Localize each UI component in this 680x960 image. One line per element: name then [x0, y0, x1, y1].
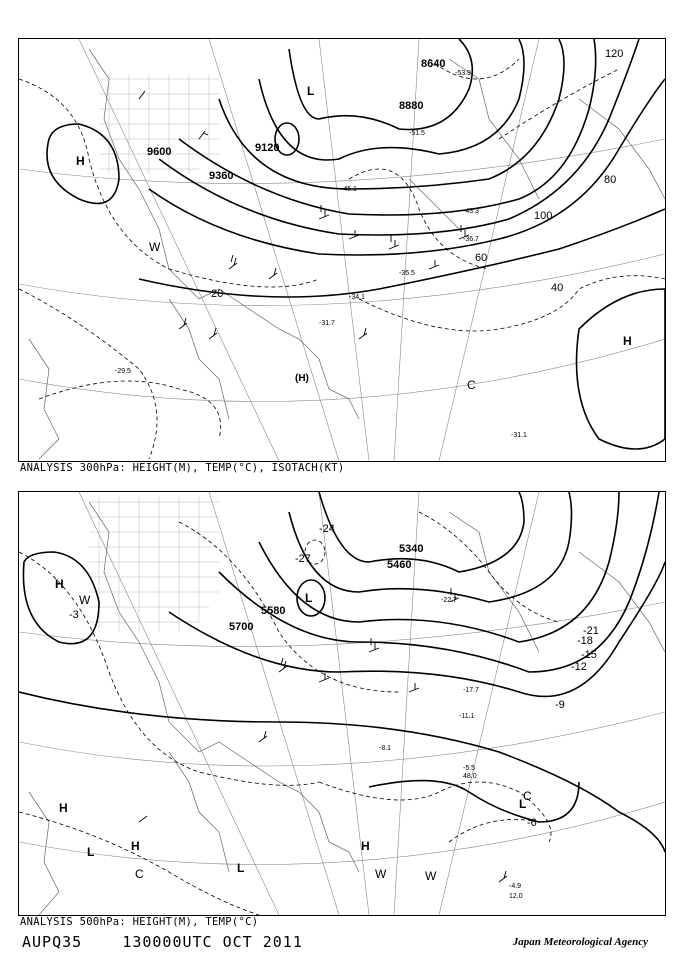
height-label-8880: 8880 [399, 100, 424, 112]
isotherm-label: -18 [577, 635, 593, 647]
temp-label: 48.0 [463, 773, 477, 780]
chart-code: AUPQ35 [22, 933, 83, 951]
coastlines [29, 502, 665, 915]
isotherm-label: -9 [555, 699, 565, 711]
temp-label: -4.9 [509, 883, 522, 890]
map-500hpa-canvas [19, 492, 665, 915]
low-center-label: L [307, 84, 315, 98]
isotherm-labels-500 [69, 523, 599, 829]
height-contours-300 [139, 39, 665, 297]
high-center-label: H [59, 801, 68, 815]
cold-center-label: C [467, 378, 476, 392]
isotach-label-40: 40 [551, 282, 564, 294]
high-center-label: H [623, 334, 632, 348]
temp-label: -34.1 [349, 294, 365, 301]
high-center-label: H [55, 577, 64, 591]
warm-center-label: W [375, 867, 387, 881]
low-center-label: L [87, 845, 95, 859]
valid-time: 130000UTC OCT 2011 [122, 933, 303, 951]
warm-center-label: W [79, 593, 91, 607]
temp-label: -5.5 [463, 765, 476, 772]
bottom-panel-caption: ANALYSIS 500hPa: HEIGHT(M), TEMP(°C) [20, 916, 259, 928]
temp-label: -36.7 [463, 236, 479, 243]
isotherm-label: -3 [69, 609, 79, 621]
low-center-label: L [519, 797, 527, 811]
height-labels-300 [147, 58, 445, 182]
isotach-label-80: 80 [604, 174, 617, 186]
isotherm-label: -6 [527, 817, 537, 829]
graticule [19, 492, 665, 915]
agency-credit: Japan Meteorological Agency [512, 936, 648, 948]
height-contours-500 [19, 492, 665, 852]
isotherm-label: -24 [319, 523, 335, 535]
temp-label: -22.7 [441, 597, 457, 604]
analysis-300hpa-map [18, 38, 666, 462]
top-panel-caption: ANALYSIS 300hPa: HEIGHT(M), TEMP(°C), ISOTACH(KT) [20, 462, 345, 474]
isotherm-label: -12 [571, 661, 587, 673]
height-label-9600: 9600 [147, 146, 172, 158]
temp-label: -53.9 [455, 70, 471, 77]
low-center-label: L [305, 591, 313, 605]
height-label-5580: 5580 [261, 605, 286, 617]
isotach-label-120: 120 [605, 48, 624, 60]
chart-identifier [22, 933, 303, 951]
warm-center-label: W [149, 240, 161, 254]
isotach-label-60: 60 [475, 252, 488, 264]
temp-label: -35.5 [399, 270, 415, 277]
temp-label: -45.1 [341, 186, 357, 193]
isotach-label-100: 100 [534, 210, 553, 222]
cold-center-label: C [523, 789, 532, 803]
isotherm-label: -21 [583, 625, 599, 637]
height-label-8640: 8640 [421, 58, 446, 70]
high-center-label: (H) [295, 373, 309, 384]
pressure-centers-300 [76, 84, 632, 392]
analysis-500hpa-map [18, 491, 666, 916]
coastlines [29, 49, 665, 459]
graticule [19, 39, 665, 461]
cold-center-label: C [135, 867, 144, 881]
high-center-label: H [76, 154, 85, 168]
height-label-5460: 5460 [387, 559, 412, 571]
hatched-area [89, 497, 219, 632]
height-label-9120: 9120 [255, 142, 280, 154]
low-center-label: L [237, 861, 245, 875]
temp-label: 12.0 [509, 893, 523, 900]
temp-label: -31.1 [511, 432, 527, 439]
temp-label: -8.1 [379, 745, 392, 752]
isotach-label-20: 20 [211, 288, 224, 300]
height-label-9360: 9360 [209, 170, 234, 182]
height-label-5700: 5700 [229, 621, 254, 633]
temp-label: -29.5 [115, 368, 131, 375]
map-300hpa-canvas [19, 39, 665, 461]
isotherm-label: -15 [581, 649, 597, 661]
warm-center-label: W [425, 869, 437, 883]
isotherm-label: -27 [295, 553, 311, 565]
temp-label: -11.1 [459, 713, 475, 720]
height-label-5340: 5340 [399, 543, 424, 555]
closed-contours [47, 123, 665, 449]
temp-label: -51.5 [409, 130, 425, 137]
high-center-label: H [361, 839, 370, 853]
temp-label: -17.7 [463, 687, 479, 694]
temp-label: -31.7 [319, 320, 335, 327]
temp-labels-500 [379, 597, 523, 900]
high-center-label: H [131, 839, 140, 853]
temp-label: -43.3 [463, 208, 479, 215]
